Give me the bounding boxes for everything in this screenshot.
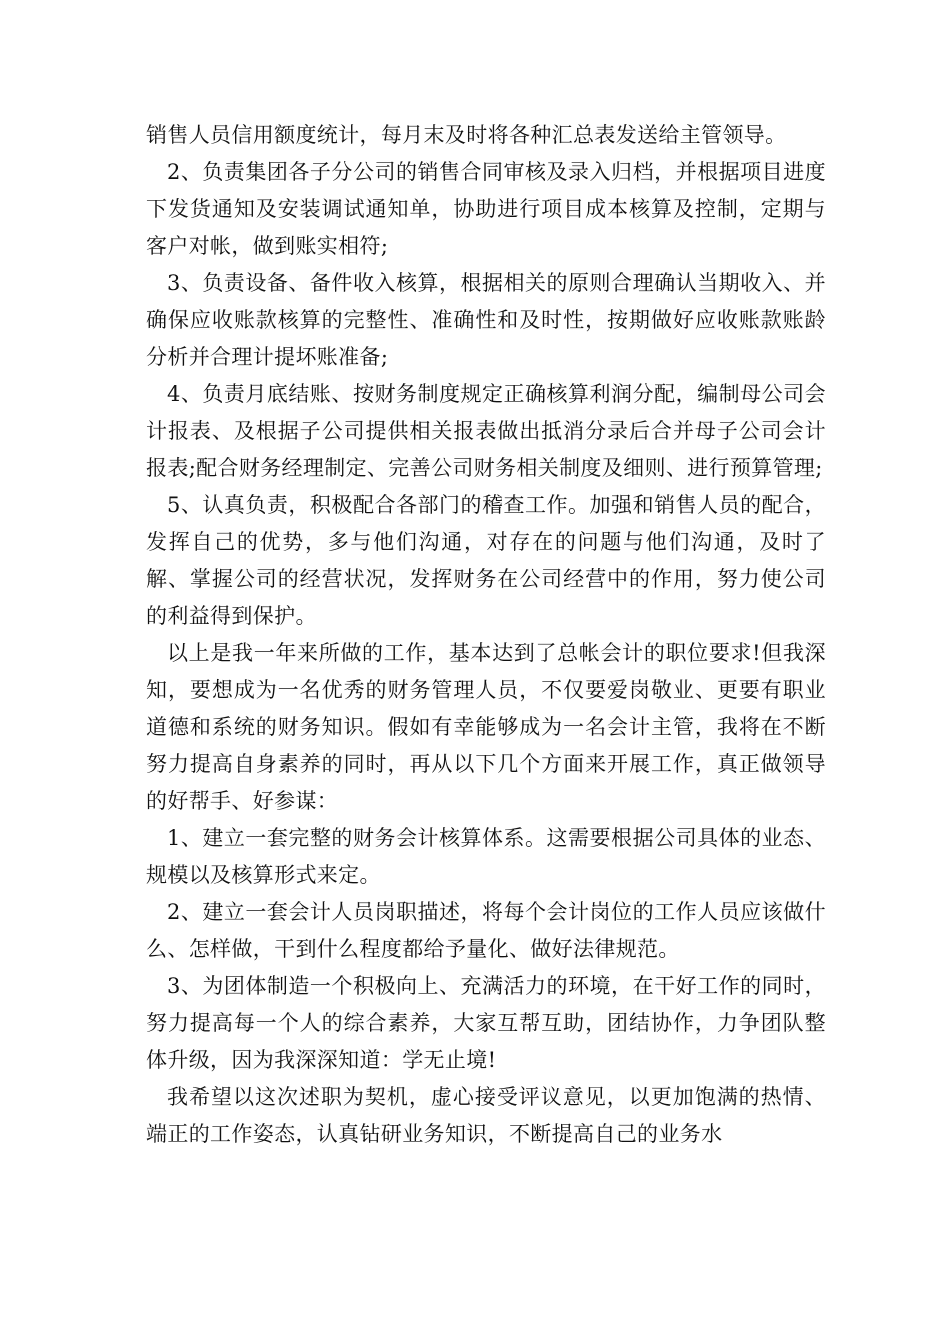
paragraph-item-3-revenue: 3、负责设备、备件收入核算，根据相关的原则合理确认当期收入、并确保应收账款核算的完整性、准确性和及时性，按期做好应收账款账龄分析并合理计提坏账准备; xyxy=(146,271,826,369)
paragraph-item-4-closing: 4、负责月底结账、按财务制度规定正确核算利润分配，编制母公司会计报表、及根据子公司提供相关报表做出抵消分录后合并母子公司会计报表;配合财务经理制定、完善公司财务相关制度及细则、进行预算管理; xyxy=(146,382,826,480)
paragraph-closing: 我希望以这次述职为契机，虚心接受评议意见，以更加饱满的热情、端正的工作姿态，认真钻研业务知识，不断提高自己的业务水 xyxy=(146,1085,826,1146)
paragraph-summary: 以上是我一年来所做的工作，基本达到了总帐会计的职位要求!但我深知，要想成为一名优秀的财务管理人员，不仅要爱岗敬业、更要有职业道德和系统的财务知识。假如有幸能够成为一名会计主管，我将在不断努力提高自身素养的同时，再从以下几个方面来开展工作，真正做领导的好帮手、好参谋： xyxy=(146,641,826,813)
paragraph-item-2-contracts: 2、负责集团各子分公司的销售合同审核及录入归档，并根据项目进度下发货通知及安装调试通知单，协助进行项目成本核算及控制，定期与客户对帐，做到账实相符; xyxy=(146,160,826,258)
document-body xyxy=(146,117,826,1153)
paragraph-item-5-cooperation: 5、认真负责，积极配合各部门的稽查工作。加强和销售人员的配合，发挥自己的优势，多与他们沟通，对存在的问题与他们沟通，及时了解、掌握公司的经营状况，发挥财务在公司经营中的作用，努力使公司的利益得到保护。 xyxy=(146,493,826,628)
paragraph-continuation: 销售人员信用额度统计，每月末及时将各种汇总表发送给主管领导。 xyxy=(146,123,787,147)
paragraph-plan-2: 2、建立一套会计人员岗职描述，将每个会计岗位的工作人员应该做什么、怎样做，干到什么程度都给予量化、做好法律规范。 xyxy=(146,900,826,961)
paragraph-plan-3: 3、为团体制造一个积极向上、充满活力的环境，在干好工作的同时，努力提高每一个人的综合素养，大家互帮互助，团结协作，力争团队整体升级，因为我深深知道：学无止境! xyxy=(146,974,826,1072)
paragraph-plan-1: 1、建立一套完整的财务会计核算体系。这需要根据公司具体的业态、规模以及核算形式来定。 xyxy=(146,826,826,887)
